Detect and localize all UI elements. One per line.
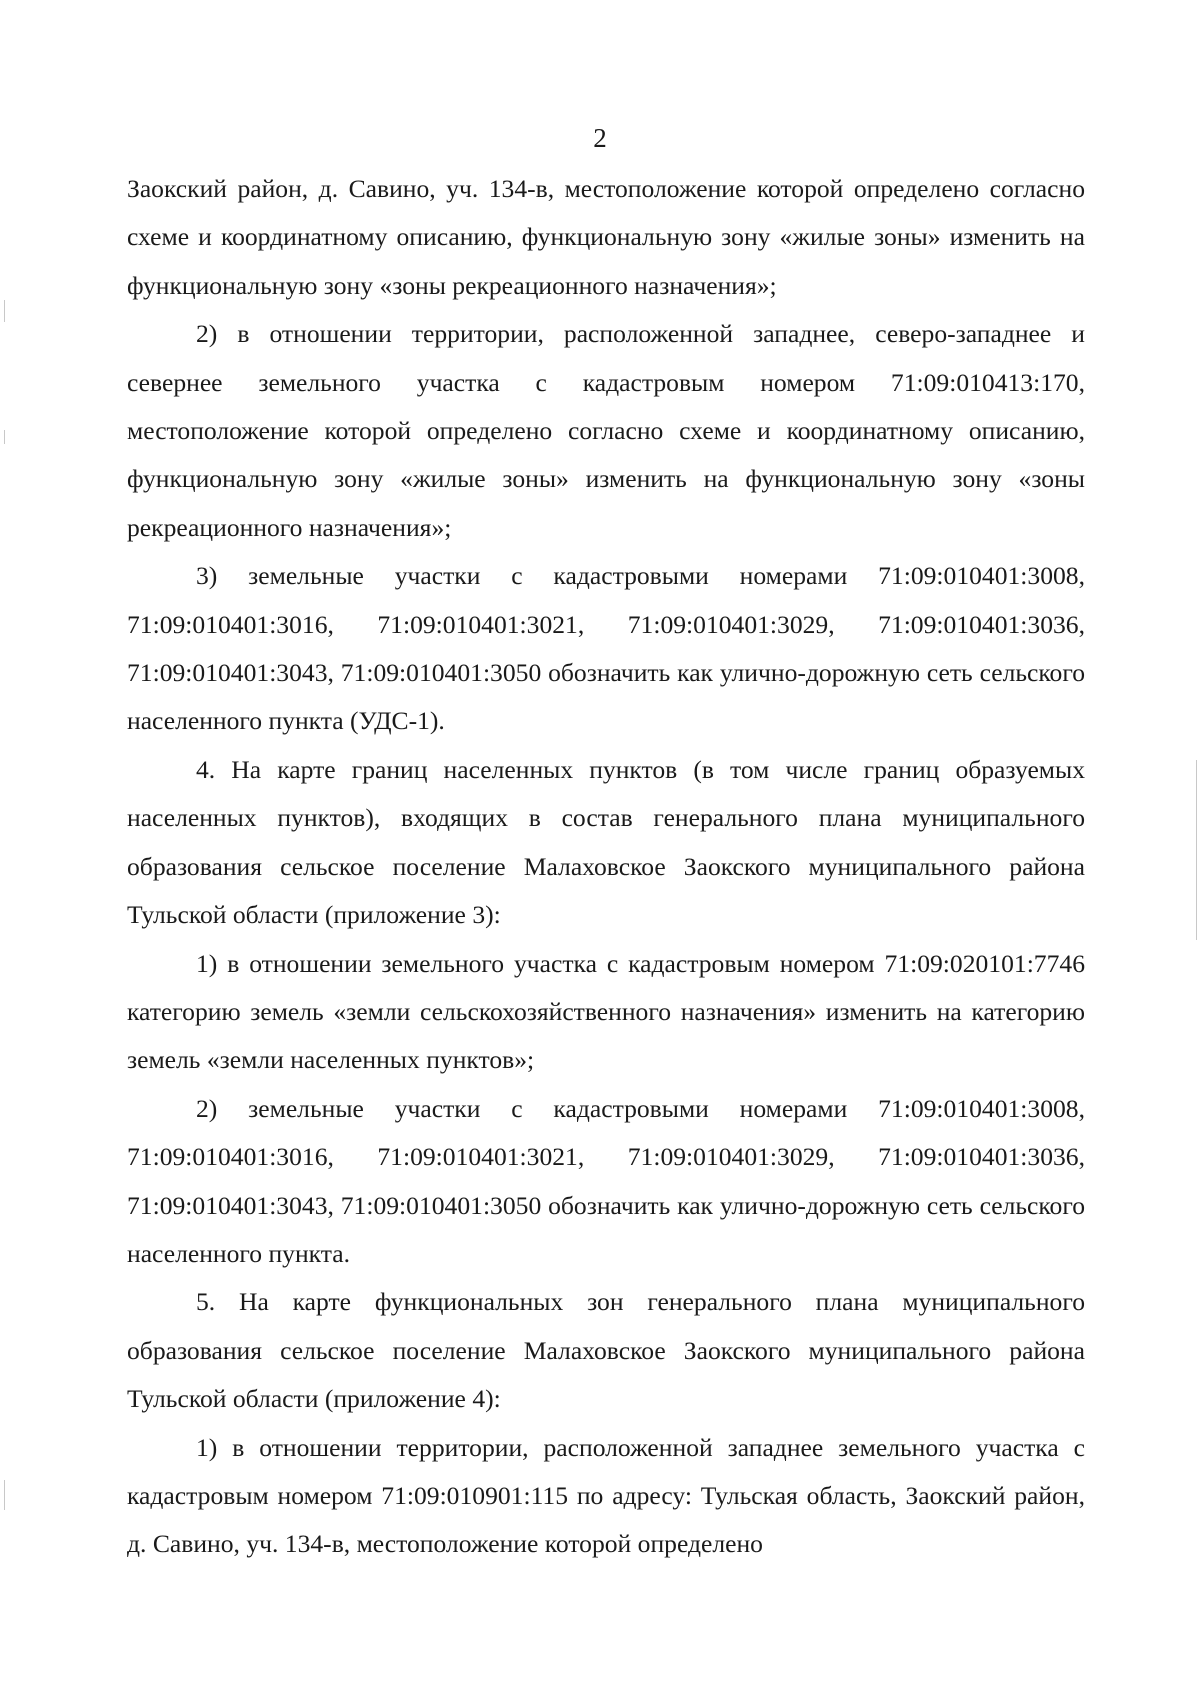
paragraph-section-5-item-1: 1) в отношении территории, расположенной западнее земельного участка с кадастровым номером 71:09:010901:115 по адресу: Тульская область, Заокский район, д. Савино, уч. 134-в, местоположение которой определено xyxy=(127,1432,1085,1559)
scan-edge-artifact xyxy=(4,1480,5,1510)
paragraph-section-5: 5. На карте функциональных зон генерального плана муниципального образования сельское поселение Малаховское Заокского муниципального района Тульской области (приложение 4): xyxy=(127,1287,1085,1414)
scan-edge-artifact xyxy=(4,300,5,322)
paragraph-item-2: 2) в отношении территории, расположенной западнее, северо-западнее и севернее земельного участка с кадастровым номером 71:09:010413:170, местоположение которой определено согласно схеме и координатному описанию, функциональную зону «жилые зоны» изменить на функциональную зону «зоны рекреационного назначения»; xyxy=(127,319,1085,542)
paragraph-continuation: Заокский район, д. Савино, уч. 134-в, местоположение которой определено согласно схеме и координатному описанию, функциональную зону «жилые зоны» изменить на функциональную зону «зоны рекреационного назначения»; xyxy=(127,174,1085,300)
document-body xyxy=(127,165,1085,1569)
scan-edge-artifact xyxy=(1196,760,1197,940)
paragraph-section-4-item-2: 2) земельные участки с кадастровыми номерами 71:09:010401:3008, 71:09:010401:3016, 71:09:010401:3021, 71:09:010401:3029, 71:09:010401:3036, 71:09:010401:3043, 71:09:010401:3050 обозначить как улично-дорожную сеть сельского населенного пункта. xyxy=(127,1093,1085,1268)
paragraph-section-4-item-1: 1) в отношении земельного участка с кадастровым номером 71:09:020101:7746 категорию земель «земли сельскохозяйственного назначения» изменить на категорию земель «земли населенных пунктов»; xyxy=(127,948,1085,1075)
paragraph-section-4: 4. На карте границ населенных пунктов (в том числе границ образуемых населенных пунктов), входящих в состав генерального плана муниципального образования сельское поселение Малаховское Заокского муниципального района Тульской области (приложение 3): xyxy=(127,754,1085,930)
paragraph-item-3: 3) земельные участки с кадастровыми номерами 71:09:010401:3008, 71:09:010401:3016, 71:09:010401:3021, 71:09:010401:3029, 71:09:010401:3036, 71:09:010401:3043, 71:09:010401:3050 обозначить как улично-дорожную сеть сельского населенного пункта (УДС-1). xyxy=(127,561,1085,736)
page-number: 2 xyxy=(593,123,607,153)
scan-edge-artifact xyxy=(4,430,5,444)
